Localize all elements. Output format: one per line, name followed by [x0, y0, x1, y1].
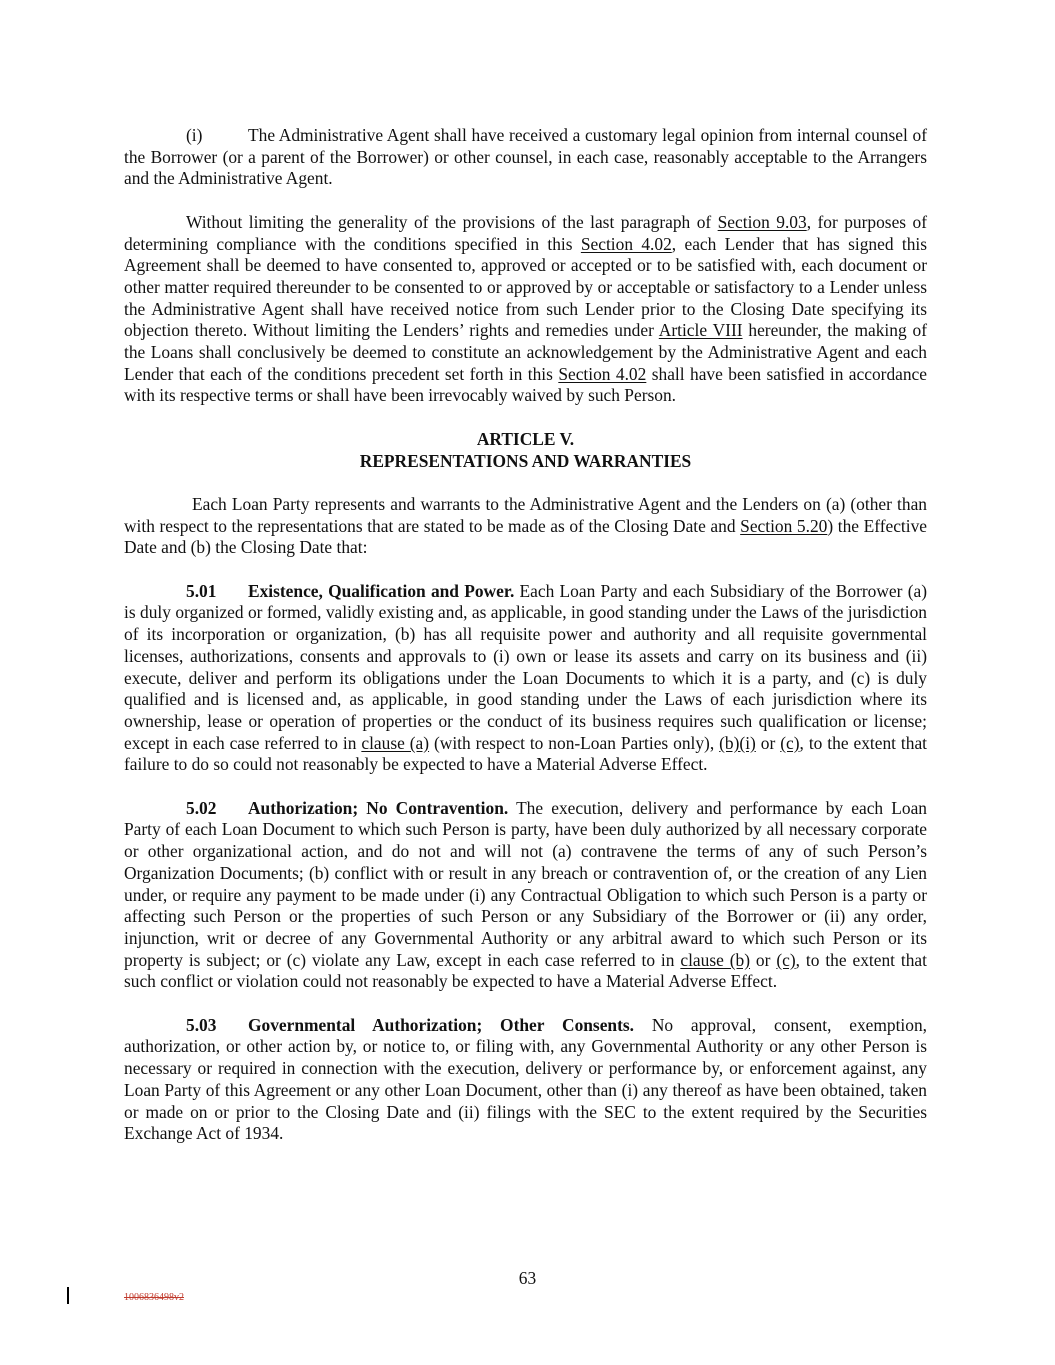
text-run: shall have been satisfied in accordance with its respective terms or shall have been irrevocably waived by such Person.	[124, 363, 927, 406]
page-number: 63	[518, 1268, 537, 1288]
clause-b-i-reference: (b)(i)	[719, 732, 756, 753]
clause-i-number: (i)	[186, 125, 203, 145]
section-5-02-paragraph	[124, 798, 927, 993]
clause-c-reference: (c)	[776, 949, 796, 970]
revision-change-bar	[67, 1287, 69, 1304]
section-number: 5.01	[186, 580, 217, 601]
text-run: , for purposes of determining compliance with the conditions specified in this	[124, 211, 927, 254]
section-title: Authorization; No Contravention.	[248, 797, 509, 818]
article-title-heading: REPRESENTATIONS AND WARRANTIES	[359, 450, 692, 471]
section-4-02-reference: Section 4.02	[580, 233, 672, 254]
section-number: 5.02	[186, 797, 217, 818]
clause-c-reference: (c)	[780, 732, 800, 753]
section-title: Existence, Qualification and Power.	[248, 580, 515, 601]
article-viii-reference: Article VIII	[658, 320, 743, 341]
section-5-20-reference: Section 5.20	[740, 515, 828, 536]
text-run: ) the Effective Date and (b) the Closing Date that:	[124, 515, 928, 558]
section-5-03-paragraph	[124, 1015, 927, 1145]
article-number-heading: ARTICLE V.	[476, 428, 575, 449]
section-number: 5.03	[186, 1014, 217, 1035]
clause-b-reference: clause (b)	[680, 949, 751, 970]
text-run: Each Loan Party represents and warrants to the Administrative Agent and the Lenders on (a) (other than with respect to the representations that are stated to be made as of the Closing Date and	[124, 493, 927, 536]
clause-a-reference: clause (a)	[361, 732, 430, 753]
text-run: , to the extent that such conflict or violation could not reasonably be expected to have a Material Adverse Effect.	[124, 949, 927, 992]
text-run: No approval, consent, exemption, authorization, or other action by, or notice to, or filing with, any Governmental Authority or any other Person is necessary or required in connection with the execution, delivery or performance by, or enforcement against, any Loan Party of this Agreement or any other Loan Document, other than (i) any thereof as have been obtained, taken or made on or prior to the Closing Date and (ii) filings with the SEC to the extent required by the Securities Exchange Act of 1934.	[124, 1014, 927, 1144]
text-run: , each Lender that has signed this Agreement shall be deemed to have consented to, approved or accepted or to be satisfied with, each document or other matter required thereunder to be consented to or approved by or acceptable or satisfactory to a Lender unless the Administrative Agent shall have received notice from such Lender prior to the Closing Date specifying its objection thereto. Without limiting the Lenders’ rights and remedies under	[124, 233, 927, 341]
document-body	[124, 125, 927, 1145]
text-run: Each Loan Party and each Subsidiary of the Borrower (a) is duly organized or formed, validly existing and, as applicable, in good standing under the Laws of the jurisdiction of its incorporation or organization, (b) has all requisite power and authority and all requisite governmental licenses, authorizations, consents and approvals to (i) own or lease its assets and carry on its business and (ii) execute, deliver and perform its obligations under the Loan Documents to which it is a party, and (c) is duly qualified and is licensed and, as applicable, in good standing under the Laws of each jurisdiction where its ownership, lease or operation of properties or the conduct of its business requires such qualification or license; except in each case referred to in	[124, 580, 927, 753]
intro-paragraph	[124, 494, 927, 559]
without-limiting-paragraph	[124, 212, 927, 407]
text-run: (with respect to non-Loan Parties only),	[429, 732, 720, 753]
text-run: , to the extent that failure to do so could not reasonably be expected to have a Material Adverse Effect.	[124, 732, 927, 775]
clause-i-paragraph	[124, 125, 927, 190]
clause-i-text: The Administrative Agent shall have received a customary legal opinion from internal counsel of the Borrower (or a parent of the Borrower) or other counsel, in each case, reasonably acceptable to the Arrangers and the Administrative Agent.	[124, 125, 927, 189]
text-run: or	[755, 732, 781, 753]
section-5-01-paragraph	[124, 581, 927, 776]
section-title: Governmental Authorization; Other Consents.	[248, 1014, 634, 1035]
section-9-03-reference: Section 9.03	[717, 211, 807, 232]
text-run: Without limiting the generality of the provisions of the last paragraph of	[186, 211, 718, 232]
text-run: The execution, delivery and performance by each Loan Party of each Loan Document to which such Person is party, have been duly authorized by all necessary corporate or other organizational action, and do not and will not (a) contravene the terms of any of such Person’s Organization Documents; (b) conflict with or result in any breach or contravention of, or the creation of any Lien under, or require any payment to be made under (i) any Contractual Obligation to which such Person is a party or affecting such Person or the properties of such Person or any Subsidiary of the Borrower or (ii) any order, injunction, writ or decree of any Governmental Authority or any arbitral award to which such Person or its property is subject; or (c) violate any Law, except in each case referred to in	[124, 797, 927, 970]
text-run: hereunder, the making of the Loans shall conclusively be deemed to constitute an acknowledgement by the Administrative Agent and each Lender that each of the conditions precedent set forth in this	[124, 320, 927, 384]
document-id: 1006836498v2	[124, 1292, 184, 1303]
section-4-02-reference: Section 4.02	[558, 363, 647, 384]
text-run: or	[750, 949, 777, 970]
